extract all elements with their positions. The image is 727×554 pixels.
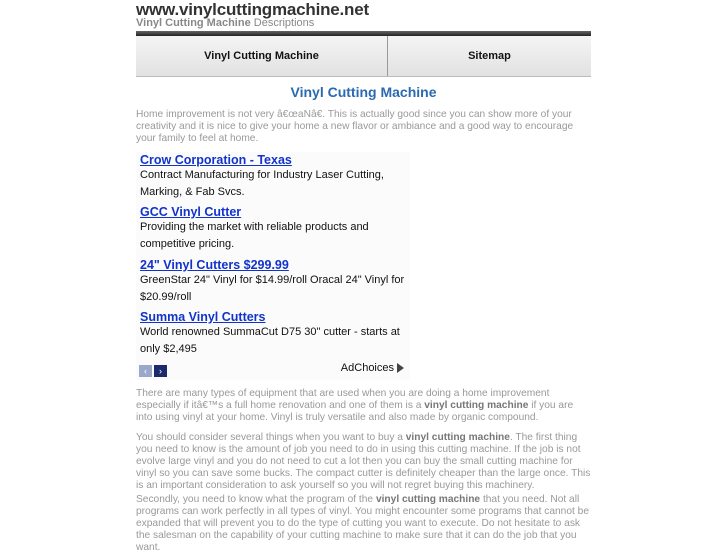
content-paragraph: [136, 388, 591, 424]
ad-choices-label: AdChoices: [340, 362, 394, 374]
main-nav: [136, 36, 591, 77]
ad-description: Providing the market with reliable products and competitive pricing.: [140, 221, 369, 250]
paragraph-text: if you are into using vinyl at your home. Vinyl is truly versatile and also made by organic compound.: [136, 400, 574, 423]
keyword-highlight: vinyl cutting machine: [405, 432, 510, 443]
site-title[interactable]: www.vinylcuttingmachine.net: [136, 0, 369, 19]
paragraph-text: There are many types of equipment that are used when you are doing a home improvement especially if itâ€™s a full home renovation and one of them is a: [136, 388, 550, 411]
content-paragraph: [136, 432, 591, 492]
ad-choices-link[interactable]: [341, 362, 404, 374]
chevron-left-icon[interactable]: ‹: [139, 365, 152, 377]
ad-choices-icon: [397, 363, 404, 373]
paragraph-text: You should consider several things when you want to buy a: [136, 432, 406, 443]
ad-title-link[interactable]: Summa Vinyl Cutters: [140, 310, 266, 324]
ad-title-link[interactable]: 24" Vinyl Cutters $299.99: [140, 258, 289, 272]
ad-title-link[interactable]: Crow Corporation - Texas: [140, 153, 292, 167]
page-title: Vinyl Cutting Machine: [290, 84, 437, 100]
keyword-highlight: vinyl cutting machine: [424, 400, 529, 411]
ad-item: [140, 258, 408, 306]
nav-vinyl-cutting-machine[interactable]: Vinyl Cutting Machine: [136, 36, 388, 76]
ad-description: GreenStar 24" Vinyl for $14.99/roll Oracal 24" Vinyl for $20.99/roll: [140, 274, 405, 303]
intro-paragraph: Home improvement is not very â€œaNâ€. This is actually good since you can show more of your creativity and it is nice to give your home a new flavor or ambiance and a good way to encourage your family to feel at home.: [136, 109, 574, 144]
ad-description: World renowned SummaCut D75 30" cutter - starts at only $2,495: [140, 326, 400, 355]
ad-description: Contract Manufacturing for Industry Laser Cutting, Marking, & Fab Svcs.: [140, 169, 384, 198]
keyword-highlight: vinyl cutting machine: [375, 494, 481, 505]
content-paragraph: [136, 494, 591, 554]
site-tagline: [136, 17, 314, 29]
ad-item: [140, 153, 408, 201]
ad-pager: [139, 365, 167, 377]
ad-item: [140, 205, 408, 253]
ad-block: [136, 152, 410, 380]
ad-title-link[interactable]: GCC Vinyl Cutter: [140, 205, 242, 219]
paragraph-text: Secondly, you need to know what the program of the: [136, 494, 376, 505]
nav-sitemap[interactable]: Sitemap: [468, 50, 511, 62]
tagline-rest: Descriptions: [250, 17, 315, 29]
paragraph-text: that you need. Not all programs can work perfectly in all types of vinyl. You might encounter some programs that cannot be expanded that will prevent you to do the type of cutting you want to execute. Do not hesitate to ask the salesman on the capability of your cutting machine to make sure that it can do the job that you want.: [136, 494, 590, 553]
paragraph-text: . The first thing you need to know is the amount of job you need to do in using this cutting machine. If the job is not evolve large vinyl and you do not need to cut a lot then you can buy the small cutting machine for vinyl so you can save some bucks. The compact cutter is definitely cheaper than the large once. This is an important consideration to ask yourself so you will not regret buying this machinery.: [136, 432, 591, 491]
tagline-keyword: Vinyl Cutting Machine: [136, 17, 251, 29]
ad-item: [140, 310, 408, 358]
chevron-right-icon[interactable]: ›: [154, 365, 167, 377]
